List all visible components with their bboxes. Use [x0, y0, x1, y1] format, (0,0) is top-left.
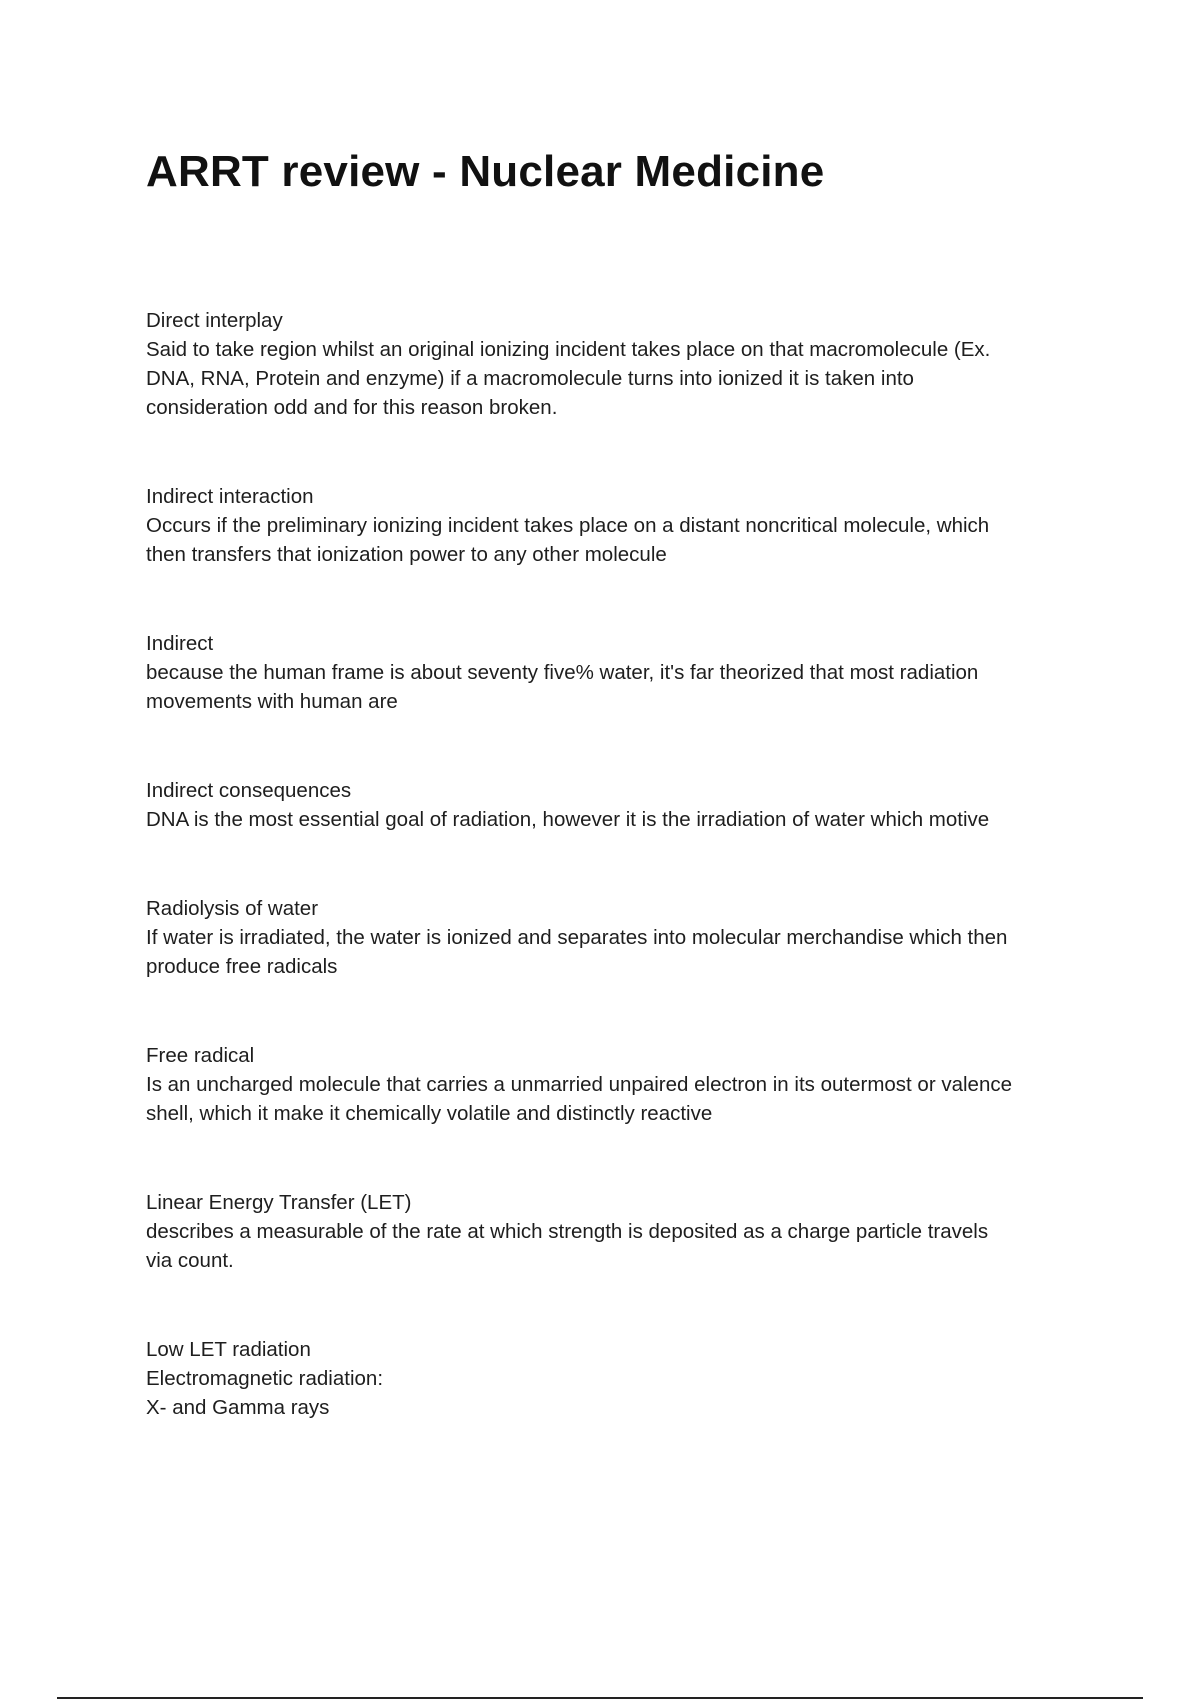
entry-definition-line: via count.: [146, 1249, 234, 1272]
entry-definition-line: Said to take region whilst an original ionizing incident takes place on that macromolecule (Ex.: [146, 338, 991, 361]
entry-definition-line: movements with human are: [146, 690, 398, 713]
entry-indirect-interaction: [146, 482, 989, 569]
entry-direct-interplay: [146, 306, 990, 422]
entry-definition-line: DNA is the most essential goal of radiation, however it is the irradiation of water which motive: [146, 808, 990, 831]
entry-definition-line: describes a measurable of the rate at which strength is deposited as a charge particle travels: [146, 1220, 989, 1243]
entry-definition-line: DNA, RNA, Protein and enzyme) if a macromolecule turns into ionized it is taken into: [146, 367, 914, 390]
entry-low-let-radiation: [146, 1335, 383, 1422]
entry-term: Linear Energy Transfer (LET): [146, 1191, 412, 1214]
entry-free-radical: [146, 1041, 1012, 1128]
entry-definition-line: consideration odd and for this reason broken.: [146, 396, 558, 419]
entry-definition-line: If water is irradiated, the water is ionized and separates into molecular merchandise which then: [146, 926, 1008, 949]
entry-term: Indirect interaction: [146, 485, 314, 508]
entry-term: Low LET radiation: [146, 1338, 311, 1361]
entry-definition-line: Is an uncharged molecule that carries a unmarried unpaired electron in its outermost or valence: [146, 1073, 1013, 1096]
entry-term: Direct interplay: [146, 309, 283, 332]
entry-indirect-consequences: [146, 776, 989, 834]
entry-definition-line: because the human frame is about seventy five% water, it's far theorized that most radiation: [146, 661, 979, 684]
entry-linear-energy-transfer: [146, 1188, 988, 1275]
entry-definition-line: shell, which it make it chemically volatile and distinctly reactive: [146, 1102, 713, 1125]
entry-definition-line: Occurs if the preliminary ionizing incident takes place on a distant noncritical molecule, which: [146, 514, 990, 537]
page-title: ARRT review - Nuclear Medicine: [146, 147, 825, 196]
entry-term: Free radical: [146, 1044, 255, 1067]
footer-divider: [57, 1697, 1143, 1699]
entry-term: Radiolysis of water: [146, 897, 319, 920]
entry-indirect: [146, 629, 978, 716]
entry-definition-line: X- and Gamma rays: [146, 1396, 330, 1419]
entry-term: Indirect consequences: [146, 779, 352, 802]
entry-definition-line: produce free radicals: [146, 955, 338, 978]
entry-radiolysis-of-water: [146, 894, 1007, 981]
entry-definition-line: then transfers that ionization power to any other molecule: [146, 543, 667, 566]
entry-definition-line: Electromagnetic radiation:: [146, 1367, 384, 1390]
entry-term: Indirect: [146, 632, 214, 655]
